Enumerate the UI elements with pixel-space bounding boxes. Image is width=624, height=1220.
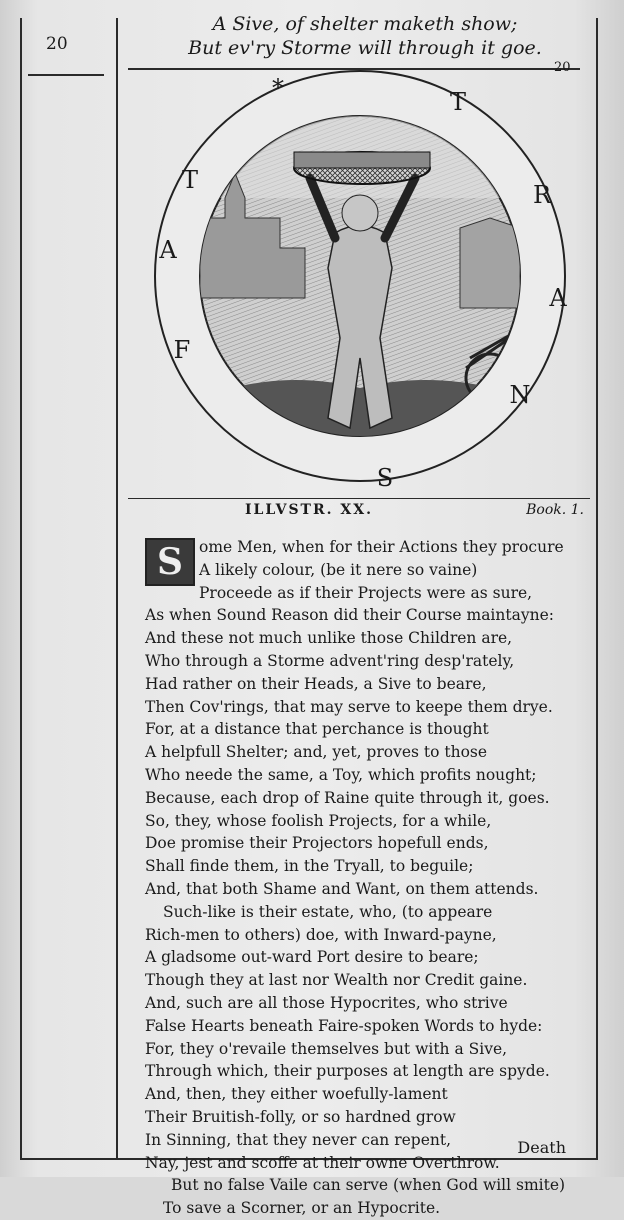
circle-letter-1: T (449, 88, 467, 116)
poem-text (145, 536, 595, 1220)
poem-line: As when Sound Reason did their Course maintayne: (145, 606, 554, 625)
boy-head (342, 195, 378, 231)
poem-line: And, such are all those Hypocrites, who strive (145, 993, 508, 1012)
poem-line: Because, each drop of Raine quite through it, goes. (145, 788, 550, 807)
poem-line: Such-like is their estate, who, (to appeare (163, 902, 493, 921)
poem-line: For, they o'revaile themselves but with a Sive, (145, 1039, 508, 1058)
circle-letter-3: A (549, 284, 567, 312)
poem-line: Had rather on their Heads, a Sive to beare, (145, 674, 487, 693)
poem-line: A helpfull Shelter; and, yet, proves to those (145, 743, 488, 762)
poem-line: Proceede as if their Projects were as sure, (199, 583, 533, 602)
poem-line: Nay, jest and scoffe at their owne Overthrow. (145, 1153, 500, 1172)
poem-line: Then Cov'rings, that may serve to keepe them drye. (145, 697, 553, 716)
circle-letter-2: R (532, 181, 552, 209)
poem-line: Through which, their purposes at length are spyde. (145, 1062, 550, 1081)
motto-line-2: But ev'ry Storme will through it goe. (188, 37, 542, 59)
poem-line: So, they, whose foolish Projects, for a while, (145, 811, 492, 830)
poem-line: And these not much unlike those Children are, (145, 629, 513, 648)
poem-line: False Hearts beneath Faire-spoken Words to hyde: (145, 1016, 543, 1035)
poem-line: A likely colour, (be it nere so vaine) (199, 560, 478, 579)
poem-line: Their Bruitish-folly, or so hardned grow (145, 1107, 456, 1126)
inner-column-rule (116, 18, 118, 1158)
poem-line: And, then, they either woefully-lament (145, 1085, 448, 1104)
circle-letter-5: S (376, 464, 394, 492)
poem-line: Doe promise their Projectors hopefull ends, (145, 834, 489, 853)
emblem-page-number: 20 (554, 60, 571, 75)
poem-line: And, that both Shame and Want, on them attends. (145, 879, 539, 898)
page-number: 20 (46, 34, 68, 54)
ornament: * (272, 74, 284, 102)
poem-line: To save a Scorner, or an Hypocrite. (163, 1199, 441, 1218)
poem-line: Who through a Storme advent'ring desp'rately, (145, 651, 515, 670)
poem-line: For, at a distance that perchance is thought (145, 720, 489, 739)
circle-letter-4: N (509, 381, 531, 409)
left-margin-rule (20, 18, 22, 1158)
motto-line-1: A Sive, of shelter maketh show; (212, 13, 518, 35)
caption-rule (128, 498, 590, 499)
illustration-number: ILLVSTR. XX. (245, 502, 373, 518)
right-margin-rule (596, 18, 598, 1158)
catchword: Death (517, 1138, 566, 1157)
poem-line: Though they at last nor Wealth nor Credit gaine. (145, 971, 528, 990)
header-rule-left (28, 74, 104, 76)
poem-line: A gladsome out-ward Port desire to beare; (145, 948, 479, 967)
emblem-engraving (130, 68, 590, 498)
poem-line: Rich-men to others) doe, with Inward-payne, (145, 925, 497, 944)
circle-letter-7: A (159, 236, 177, 264)
book-number: Book. 1. (526, 502, 584, 518)
poem-line: But no false Vaile can serve (when God will smite) (171, 1176, 566, 1195)
circle-letter-6: F (173, 336, 191, 364)
poem-line: ome Men, when for their Actions they procure (199, 538, 564, 556)
poem-line: In Sinning, that they never can repent, (145, 1130, 452, 1149)
right-buildings (460, 218, 520, 308)
circle-letter-8: T (181, 166, 199, 194)
poem-line: Shall finde them, in the Tryall, to beguile; (145, 857, 474, 876)
drop-cap: S (145, 538, 195, 586)
poem-line: Who neede the same, a Toy, which profits nought; (145, 765, 537, 784)
